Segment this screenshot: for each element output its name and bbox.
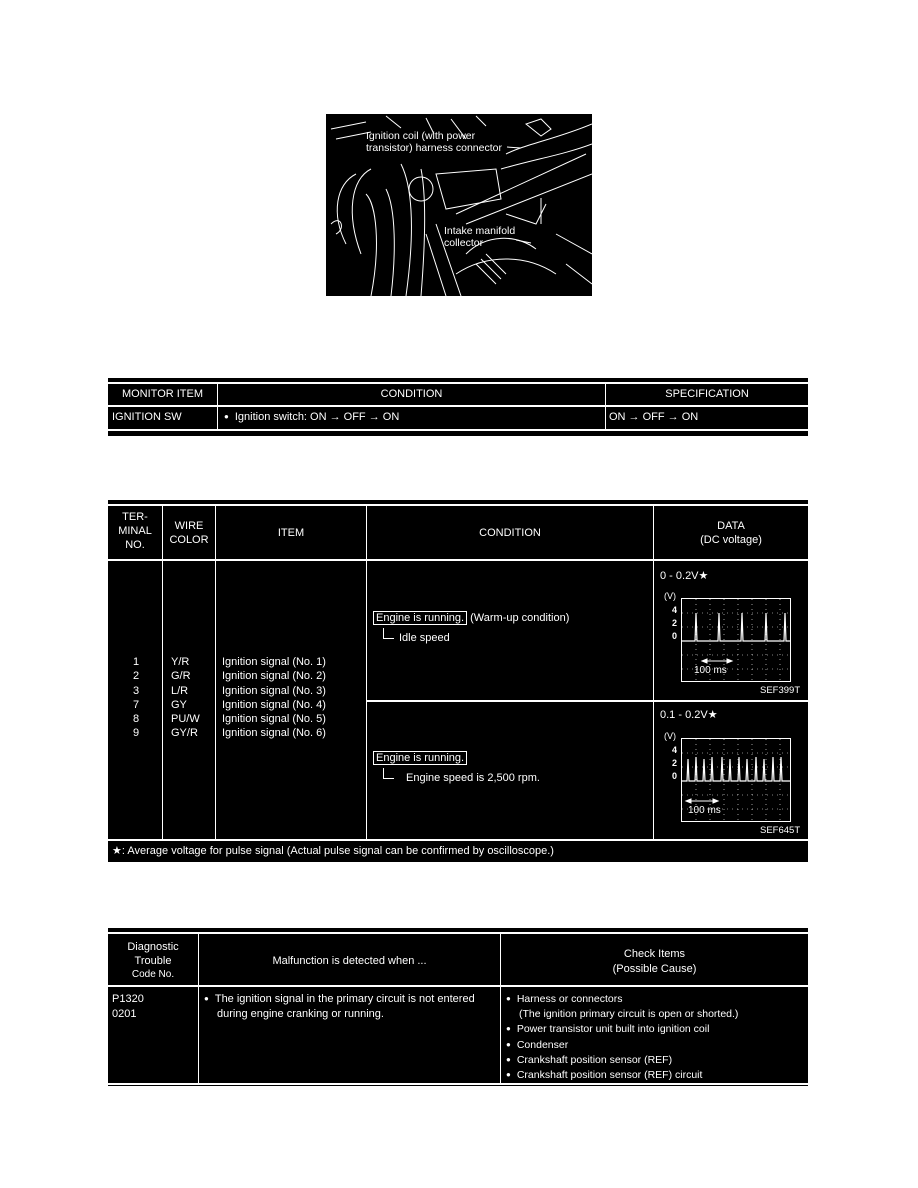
divider bbox=[366, 700, 808, 702]
header-item: ITEM bbox=[277, 527, 305, 539]
scope-2-tick-0: 0 bbox=[672, 771, 678, 781]
condition-1-suffix: (Warm-up condition) bbox=[470, 612, 570, 624]
malfunction-l2: during engine cranking or running. bbox=[217, 1008, 384, 1020]
header-check-l1: Check Items bbox=[623, 948, 686, 960]
dtc-codes bbox=[112, 992, 144, 1022]
header-terminal-l3: NO. bbox=[125, 539, 145, 551]
header-data-l1: DATA bbox=[717, 520, 745, 532]
item: Ignition signal (No. 6) bbox=[222, 727, 326, 740]
scope-1-tick-0: 0 bbox=[672, 631, 678, 641]
divider bbox=[108, 405, 808, 407]
terminal-no: 3 bbox=[133, 684, 140, 697]
scope-1-unit: (V) bbox=[664, 591, 676, 601]
wire-color: G/R bbox=[171, 670, 191, 683]
check-item: ● Crankshaft position sensor (REF) circuit bbox=[506, 1068, 738, 1083]
condition-2 bbox=[373, 752, 467, 764]
header-terminal-no bbox=[108, 510, 162, 552]
table-row bbox=[108, 712, 366, 726]
scope-1-ref: SEF399T bbox=[760, 685, 801, 696]
divider bbox=[108, 429, 808, 431]
divider bbox=[108, 985, 808, 987]
item: Ignition signal (No. 3) bbox=[222, 684, 326, 697]
monitor-specification-value: ON → OFF → ON bbox=[609, 411, 699, 423]
header-terminal-l2: MINAL bbox=[118, 525, 152, 537]
divider bbox=[108, 932, 808, 934]
header-wire-l2: COLOR bbox=[169, 534, 209, 546]
terminal-no: 7 bbox=[133, 698, 140, 711]
oscilloscope-2 bbox=[681, 738, 791, 822]
table-row bbox=[108, 684, 366, 698]
header-wire-l1: WIRE bbox=[174, 520, 204, 532]
table-row bbox=[108, 726, 366, 740]
dtc-code-p1320: P1320 bbox=[112, 993, 144, 1005]
header-condition: CONDITION bbox=[380, 388, 443, 400]
engine-illustration bbox=[326, 114, 592, 296]
header-data-l2: (DC voltage) bbox=[700, 534, 762, 546]
monitor-condition-value: ● Ignition switch: ON → OFF → ON bbox=[224, 411, 399, 423]
malfunction-text bbox=[204, 992, 475, 1022]
condition-2-sub: Engine speed is 2,500 rpm. bbox=[406, 772, 540, 784]
item: Ignition signal (No. 1) bbox=[222, 656, 326, 668]
table-row bbox=[108, 698, 366, 712]
label-intake-line1: Intake manifold bbox=[444, 225, 516, 237]
header-dtc-l1: Diagnostic bbox=[127, 941, 179, 953]
dtc-code-0201: 0201 bbox=[112, 1008, 137, 1020]
condition-1 bbox=[373, 612, 569, 624]
divider bbox=[653, 504, 654, 840]
bracket-icon bbox=[383, 768, 394, 779]
header-check-items bbox=[501, 947, 808, 977]
table-row bbox=[108, 669, 366, 683]
check-item: ● Power transistor unit built into ignition coil bbox=[506, 1022, 738, 1037]
check-item: ● Condenser bbox=[506, 1038, 738, 1053]
item: Ignition signal (No. 2) bbox=[222, 670, 326, 683]
monitor-item-value: IGNITION SW bbox=[112, 411, 182, 423]
wire-color: GY bbox=[171, 698, 187, 711]
malfunction-l1: ● The ignition signal in the primary circuit is not entered bbox=[204, 992, 475, 1007]
scope-2-ref: SEF645T bbox=[760, 825, 801, 836]
header-malfunction: Malfunction is detected when ... bbox=[272, 955, 427, 967]
scope-1-tick-4: 4 bbox=[672, 605, 678, 615]
scope-1-tick-2: 2 bbox=[672, 618, 678, 628]
condition-1-sub: Idle speed bbox=[399, 632, 450, 644]
footnote: ★: Average voltage for pulse signal (Actual pulse signal can be confirmed by oscilloscope.) bbox=[112, 845, 554, 857]
scope-1-time: 100 ms bbox=[694, 665, 727, 676]
divider bbox=[108, 839, 808, 841]
terminal-no: 2 bbox=[133, 670, 140, 683]
header-check-l2: (Possible Cause) bbox=[612, 963, 697, 975]
wire-color: L/R bbox=[171, 684, 189, 697]
check-item: ● Harness or connectors bbox=[506, 992, 738, 1007]
terminal-no: 1 bbox=[133, 656, 140, 668]
terminal-no: 8 bbox=[133, 713, 140, 726]
divider bbox=[366, 504, 367, 840]
wire-color: PU/W bbox=[171, 713, 200, 726]
terminal-data-table bbox=[108, 500, 808, 862]
data-value-2: 0.1 - 0.2V★ bbox=[660, 709, 718, 721]
label-ignition-coil-line1: Ignition coil (with power bbox=[366, 130, 476, 142]
check-item-note: (The ignition primary circuit is open or shorted.) bbox=[519, 1008, 739, 1021]
divider bbox=[108, 504, 808, 506]
divider bbox=[108, 1083, 808, 1085]
header-wire-color bbox=[163, 519, 215, 547]
bracket-icon bbox=[383, 628, 394, 639]
header-data bbox=[654, 519, 808, 547]
monitor-item-table bbox=[108, 378, 808, 436]
dtc-table bbox=[108, 928, 808, 1086]
check-items-list bbox=[506, 992, 738, 1083]
header-monitor-item: MONITOR ITEM bbox=[121, 388, 204, 400]
scope-2-time: 100 ms bbox=[688, 805, 721, 816]
header-dtc bbox=[108, 940, 198, 982]
oscilloscope-1 bbox=[681, 598, 791, 682]
label-ignition-coil-line2: transistor) harness connector bbox=[366, 142, 502, 154]
header-condition: CONDITION bbox=[479, 527, 541, 539]
header-terminal-l1: TER- bbox=[122, 511, 148, 523]
scope-2-tick-4: 4 bbox=[672, 745, 678, 755]
item: Ignition signal (No. 5) bbox=[222, 713, 326, 726]
check-item: ● Crankshaft position sensor (REF) bbox=[506, 1053, 738, 1068]
data-value-1: 0 - 0.2V★ bbox=[660, 570, 709, 582]
divider bbox=[108, 382, 808, 384]
condition-1-boxed: Engine is running. bbox=[373, 611, 467, 625]
header-dtc-l3: Code No. bbox=[131, 969, 175, 980]
divider bbox=[108, 559, 808, 561]
wire-color: GY/R bbox=[171, 727, 198, 740]
scope-2-tick-2: 2 bbox=[672, 758, 678, 768]
item: Ignition signal (No. 4) bbox=[222, 698, 326, 711]
scope-2-unit: (V) bbox=[664, 731, 676, 741]
terminal-rows bbox=[108, 655, 366, 741]
terminal-no: 9 bbox=[133, 727, 140, 740]
header-specification: SPECIFICATION bbox=[665, 388, 749, 400]
header-dtc-l2: Trouble bbox=[134, 955, 172, 967]
condition-2-boxed: Engine is running. bbox=[373, 751, 467, 765]
label-intake-line2: collector bbox=[444, 237, 484, 249]
wire-color: Y/R bbox=[171, 656, 190, 668]
table-row bbox=[108, 655, 366, 669]
